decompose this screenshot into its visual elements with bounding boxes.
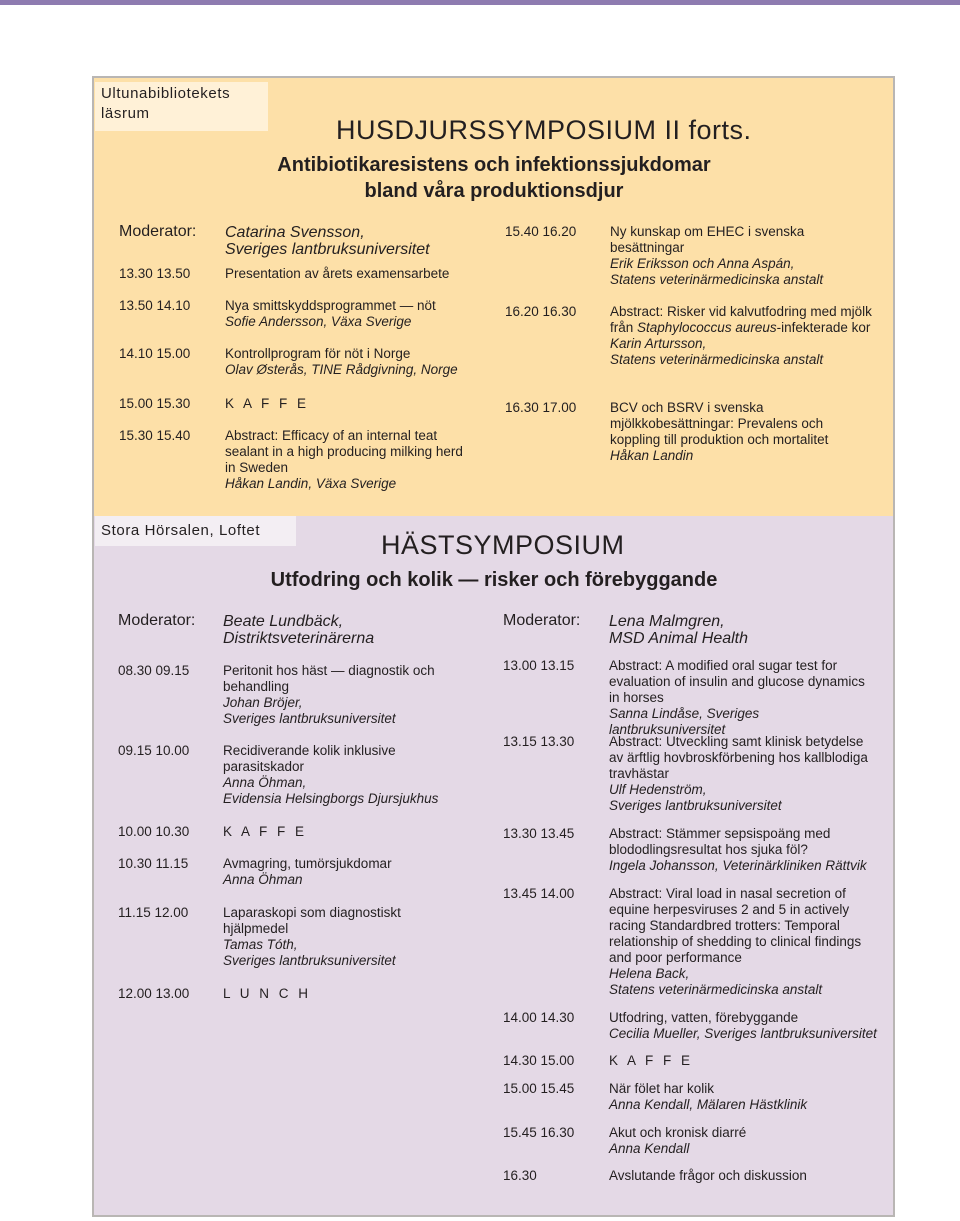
moderator-name: Catarina Svensson, Sveriges lantbruksuniversitet [225,224,430,258]
session-time: 13.30 13.45 [503,826,575,841]
session-item: Nya smittskyddsprogrammet — nöt Sofie Andersson, Växa Sverige [225,298,436,329]
session-time: 09.15 10.00 [118,743,190,758]
session-item: Utfodring, vatten, förebyggande Cecilia Mueller, Sveriges lantbruksuniversitet [609,1010,877,1041]
coffee-break: K A F F E [223,824,308,839]
session-item: Abstract: Utveckling samt klinisk betydelse av ärftlig hovbroskförbening hos kallblodiga travhästar Ulf Hedenström, Sveriges lantbruksuniversitet [609,734,868,813]
moderator-name: Lena Malmgren, MSD Animal Health [609,613,749,647]
session-item: Ny kunskap om EHEC i svenska besättningar Erik Eriksson och Anna Aspán, Statens veterinärmedicinska anstalt [610,224,824,287]
venue-label: Stora Hörsalen, Loftet [95,516,296,546]
session-time: 16.30 [503,1168,537,1183]
session-item: Akut och kronisk diarré Anna Kendall [609,1125,747,1156]
session-time: 12.00 13.00 [118,986,190,1001]
session-item: Avslutande frågor och diskussion [609,1168,807,1183]
session-time: 15.30 15.40 [119,428,191,443]
session-time: 10.30 11.15 [118,856,189,871]
husdjur-symposium-panel [92,76,895,516]
session-item: Abstract: Viral load in nasal secretion of equine herpesviruses 2 and 5 in actively racing Standardbred trotters: Temporal relationship of shedding to clinical findings and poor performance Helena Back, Statens veterinärmedicinska anstalt [609,886,862,997]
session-time: 14.00 14.30 [503,1010,575,1025]
coffee-break: K A F F E [609,1053,694,1068]
session-time: 08.30 09.15 [118,663,190,678]
session-item: BCV och BSRV i svenska mjölkkobesättningar: Prevalens och koppling till produktion och mortalitet Håkan Landin [610,400,829,463]
session-time: 16.20 16.30 [505,304,577,319]
session-time: 15.40 16.20 [505,224,577,239]
hast-symposium-panel [92,516,895,1217]
symposium-title: HUSDJURSSYMPOSIUM II forts. [336,115,752,145]
session-time: 13.45 14.00 [503,886,575,901]
session-time: 14.30 15.00 [503,1053,575,1068]
session-item: Abstract: Stämmer sepsispoäng med blododlingsresultat hos sjuka föl? Ingela Johansson, Veterinärkliniken Rättvik [609,826,867,873]
session-time: 13.00 13.15 [503,658,575,673]
lunch-break: L U N C H [223,986,312,1001]
session-item: Kontrollprogram för nöt i Norge Olav Østerås, TINE Rådgivning, Norge [225,346,458,377]
moderator-label: Moderator: [503,612,581,629]
coffee-break: K A F F E [225,396,310,411]
symposium-subtitle-line-2: bland våra produktionsdjur [364,180,624,202]
session-time: 16.30 17.00 [505,400,577,415]
session-item: Avmagring, tumörsjukdomar Anna Öhman [223,856,392,887]
top-accent-bar [0,0,960,5]
session-item: Presentation av årets examensarbete [225,266,450,281]
session-item: Recidiverande kolik inklusive parasitskador Anna Öhman, Evidensia Helsingborgs Djursjukhus [223,743,439,806]
symposium-subtitle: Utfodring och kolik — risker och förebyggande [270,569,718,591]
session-time: 14.10 15.00 [119,346,191,361]
moderator-label: Moderator: [119,223,197,240]
venue-label: Ultunabibliotekets läsrum [95,82,268,131]
session-time: 15.00 15.30 [119,396,191,411]
session-time: 13.50 14.10 [119,298,191,313]
session-item: Abstract: Efficacy of an internal teat sealant in a high producing milking herd in Sweden Håkan Landin, Växa Sverige [225,428,463,491]
moderator-label: Moderator: [118,612,196,629]
moderator-name: Beate Lundbäck, Distriktsveterinärerna [223,613,375,647]
session-time: 10.00 10.30 [118,824,190,839]
session-item: Peritonit hos häst — diagnostik och behandling Johan Bröjer, Sveriges lantbruksuniversitet [223,663,435,726]
session-time: 13.30 13.50 [119,266,191,281]
session-time: 13.15 13.30 [503,734,575,749]
session-item: Abstract: Risker vid kalvutfodring med mjölk från Staphylococcus aureus-infekterade kor Karin Artursson, Statens veterinärmedicinska anstalt [610,304,872,367]
session-time: 15.00 15.45 [503,1081,575,1096]
session-item: Laparaskopi som diagnostiskt hjälpmedel Tamas Tóth, Sveriges lantbruksuniversitet [223,905,401,968]
session-item: När fölet har kolik Anna Kendall, Mälaren Hästklinik [609,1081,808,1112]
symposium-title: HÄSTSYMPOSIUM [381,530,625,560]
session-time: 11.15 12.00 [118,905,189,920]
symposium-subtitle-line-1: Antibiotikaresistens och infektionssjukdomar [277,154,711,176]
session-time: 15.45 16.30 [503,1125,575,1140]
session-item: Abstract: A modified oral sugar test for evaluation of insulin and glucose dynamics in horses Sanna Lindåse, Sveriges lantbruksuniversitet [609,658,865,737]
